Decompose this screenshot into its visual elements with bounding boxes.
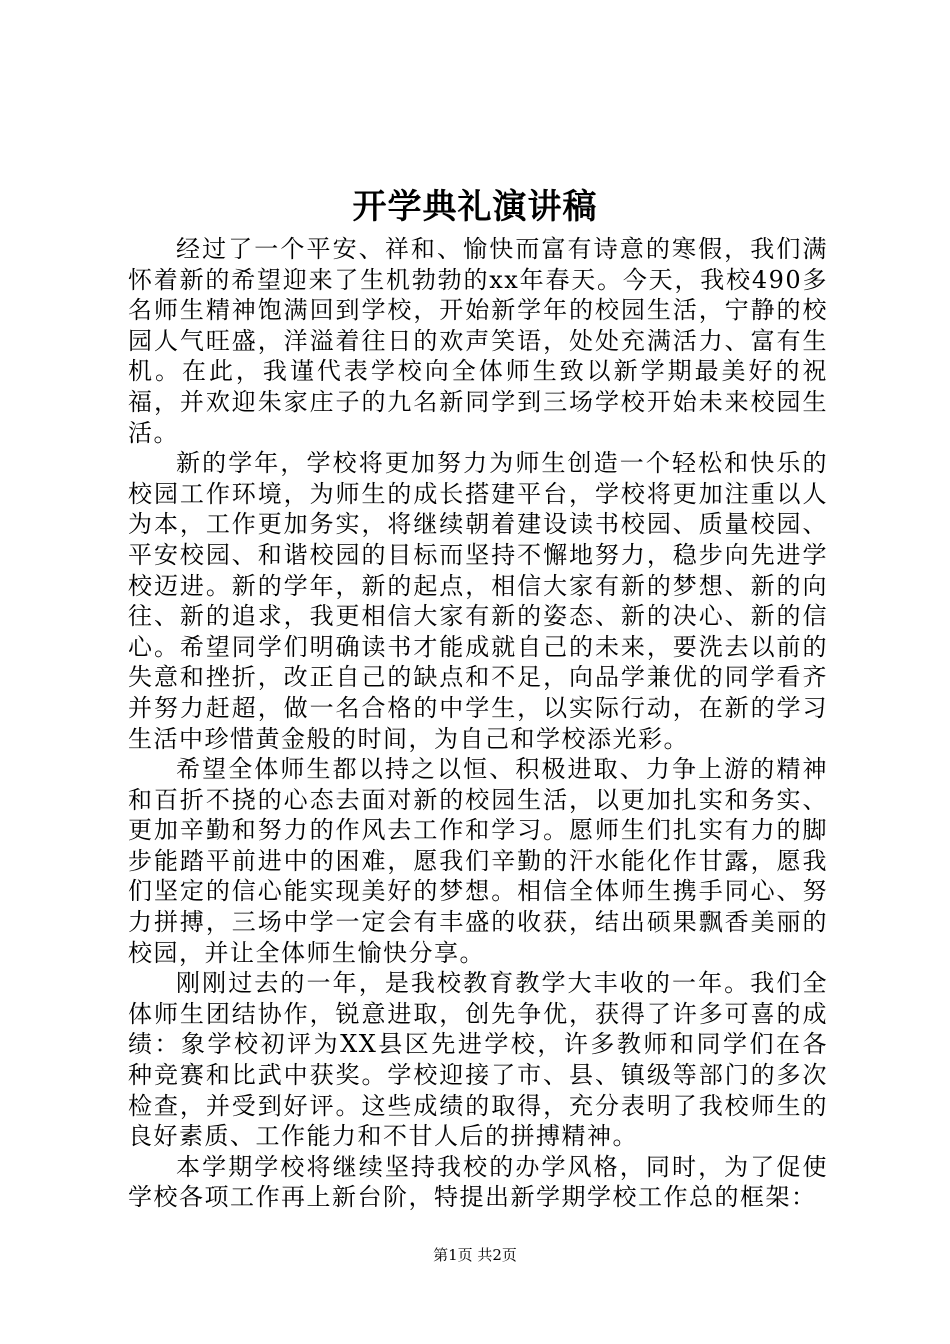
paragraph-3: 希望全体师生都以持之以恒、积极进取、力争上游的精神和百折不挠的心态去面对新的校园生活，以更加扎实和务实、更加辛勤和努力的作风去工作和学习。愿师生们扎实有力的脚步能踏平前进中的困难，愿我们辛勤的汗水能化作甘露，愿我们坚定的信心能实现美好的梦想。相信全体师生携手同心、努力拼搏，三场中学一定会有丰盛的收获，结出硕果飘香美丽的校园，并让全体师生愉快分享。 <box>128 755 828 967</box>
document-body <box>128 234 828 1213</box>
page-number-footer: 第1页 共2页 <box>433 1246 517 1264</box>
paragraph-1: 经过了一个平安、祥和、愉快而富有诗意的寒假，我们满怀着新的希望迎来了生机勃勃的xx年春天。今天，我校490多名师生精神饱满回到学校，开始新学年的校园生活，宁静的校园人气旺盛，洋溢着往日的欢声笑语，处处充满活力、富有生机。在此，我谨代表学校向全体师生致以新学期最美好的祝福，并欢迎朱家庄子的九名新同学到三场学校开始未来校园生活。 <box>128 235 828 447</box>
paragraph-2: 新的学年，学校将更加努力为师生创造一个轻松和快乐的校园工作环境，为师生的成长搭建平台，学校将更加注重以人为本，工作更加务实，将继续朝着建设读书校园、质量校园、平安校园、和谐校园的目标而坚持不懈地努力，稳步向先进学校迈进。新的学年，新的起点，相信大家有新的梦想、新的向往、新的追求，我更相信大家有新的姿态、新的决心、新的信心。希望同学们明确读书才能成就自己的未来，要洗去以前的失意和挫折，改正自己的缺点和不足，向品学兼优的同学看齐并努力赶超，做一名合格的中学生，以实际行动，在新的学习生活中珍惜黄金般的时间，为自己和学校添光彩。 <box>128 449 828 753</box>
paragraph-5: 本学期学校将继续坚持我校的办学风格，同时，为了促使学校各项工作再上新台阶，特提出新学期学校工作总的框架： <box>128 1152 828 1212</box>
paragraph-4: 刚刚过去的一年，是我校教育教学大丰收的一年。我们全体师生团结协作，锐意进取，创先争优，获得了许多可喜的成绩：象学校初评为XX县区先进学校，许多教师和同学们在各种竞赛和比武中获奖。学校迎接了市、县、镇级等部门的多次检查，并受到好评。这些成绩的取得，充分表明了我校师生的良好素质、工作能力和不甘人后的拼搏精神。 <box>128 969 828 1151</box>
document-title: 开学典礼演讲稿 <box>352 187 598 227</box>
